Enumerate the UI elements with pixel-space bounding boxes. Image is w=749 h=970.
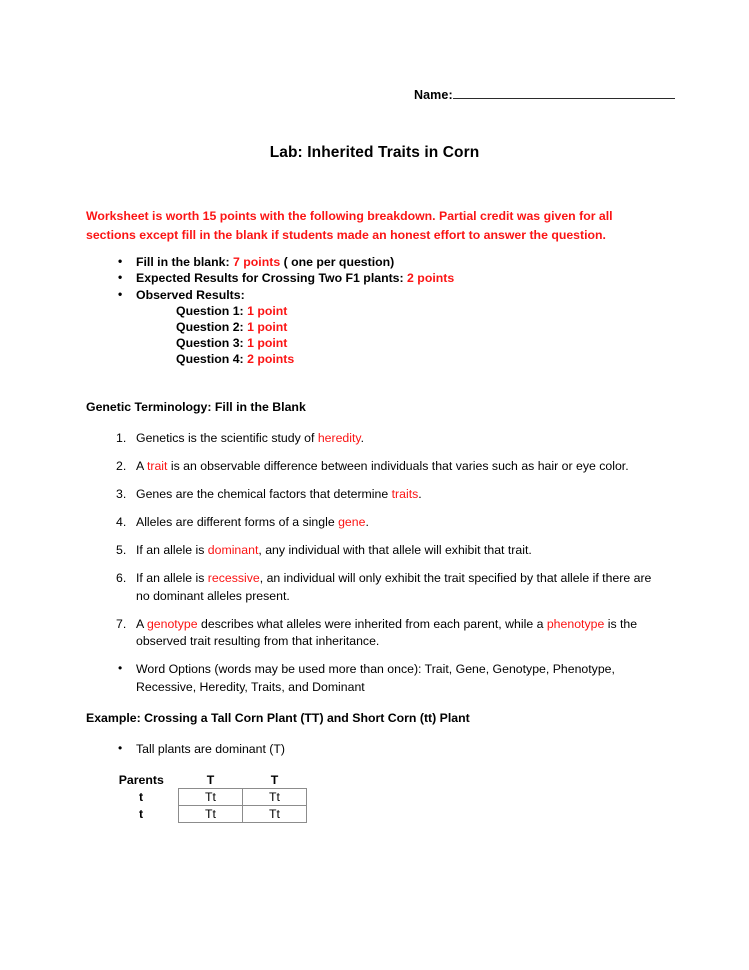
question-points: 1 point [247, 336, 288, 351]
punnett-table [104, 772, 307, 823]
list-item [86, 254, 663, 270]
list-item [86, 458, 663, 476]
punnett-square [86, 772, 663, 823]
sentence-post: . [418, 486, 422, 501]
list-item [176, 351, 663, 367]
breakdown-suffix: ( one per question) [283, 255, 395, 270]
list-item [86, 514, 663, 532]
breakdown-label: Fill in the blank: [136, 255, 230, 270]
question-label: Question 4: [176, 352, 244, 367]
question-label: Question 2: [176, 320, 244, 334]
answer-blank[interactable]: recessive [207, 571, 260, 586]
punnett-col-header: T [206, 773, 215, 788]
sentence-pre: If an allele is [136, 571, 208, 586]
punnett-row-header: t [138, 807, 144, 822]
sentence-post: is an observable difference between individuals that varies such as hair or eye color. [167, 458, 629, 473]
list-item: • Word Options (words may be used more than once): Trait, Gene, Genotype, Phenotype, Recessive, Heredity, Traits, and Dominant [86, 661, 663, 696]
answer-blank[interactable]: genotype [146, 616, 198, 631]
terminology-list [86, 430, 663, 651]
breakdown-label: Expected Results for Crossing Two F1 plants: [136, 271, 404, 286]
grading-breakdown-list [86, 254, 663, 303]
list-item [86, 270, 663, 286]
sentence-pre: Genes are the chemical factors that determine [136, 486, 392, 501]
answer-blank[interactable]: trait [146, 458, 168, 473]
sentence-pre: If an allele is [136, 542, 208, 557]
list-item: • Tall plants are dominant (T) [86, 741, 663, 759]
question-points: 1 point [247, 303, 288, 318]
table-row [104, 772, 307, 789]
sentence-post: , any individual with that allele will exhibit that trait. [258, 542, 532, 557]
document-body [86, 207, 663, 823]
sentence-pre: A [136, 616, 147, 631]
list-item [86, 430, 663, 448]
list-item [86, 570, 663, 605]
name-field-row [414, 86, 675, 102]
sentence-post: , an individual will only exhibit the trait specified by that allele if there are no dominant alleles present. [136, 571, 652, 603]
sentence-post: is the observed trait resulting from that inheritance. [136, 616, 638, 649]
name-blank-line[interactable] [453, 86, 675, 99]
answer-blank[interactable]: dominant [207, 542, 259, 557]
question-points: 1 point [247, 320, 288, 334]
answer-blank[interactable]: traits [391, 486, 419, 501]
sentence-mid: describes what alleles were inherited from each parent, while a [197, 616, 547, 631]
list-item [176, 303, 663, 319]
terminology-heading: Genetic Terminology: Fill in the Blank [86, 399, 306, 414]
name-label: Name: [414, 88, 453, 102]
sentence-post: . [365, 514, 369, 529]
word-options-list [86, 661, 663, 696]
answer-blank[interactable]: gene [338, 514, 366, 529]
punnett-col-header: T [270, 773, 279, 788]
punnett-cell: Tt [179, 789, 243, 806]
list-item [86, 542, 663, 560]
sentence-post: . [360, 430, 365, 445]
sentence-pre: A [136, 458, 147, 473]
list-item [86, 486, 663, 504]
page-title: Lab: Inherited Traits in Corn [269, 144, 480, 161]
grading-intro: Worksheet is worth 15 points with the following breakdown. Partial credit was given for all sections except fill in the blank if students made an honest effort to answer the question. [86, 209, 613, 242]
table-row [104, 806, 307, 823]
punnett-cell: Tt [243, 789, 307, 806]
list-item [86, 616, 663, 651]
table-row [104, 789, 307, 806]
sentence-pre: Genetics is the scientific study of [136, 430, 318, 445]
answer-blank-second[interactable]: phenotype [546, 616, 605, 631]
list-item [176, 319, 663, 335]
example-note-list [86, 741, 663, 759]
breakdown-points: 2 points [407, 271, 455, 286]
list-item [176, 335, 663, 351]
question-label: Question 3: [176, 336, 244, 351]
sentence-pre: Alleles are different forms of a single [136, 514, 339, 529]
punnett-cell: Tt [179, 806, 243, 823]
observed-results-list [86, 303, 663, 368]
answer-blank[interactable]: heredity [317, 430, 361, 445]
punnett-cell: Tt [243, 806, 307, 823]
punnett-corner-label: Parents [118, 773, 164, 788]
punnett-row-header: t [138, 790, 144, 805]
breakdown-points: 7 points [233, 255, 281, 270]
question-points: 2 points [247, 352, 295, 367]
example-heading: Example: Crossing a Tall Corn Plant (TT) and Short Corn (tt) Plant [86, 710, 470, 725]
question-label: Question 1: [176, 303, 244, 318]
list-item [86, 287, 663, 303]
breakdown-label: Observed Results: [136, 287, 245, 302]
